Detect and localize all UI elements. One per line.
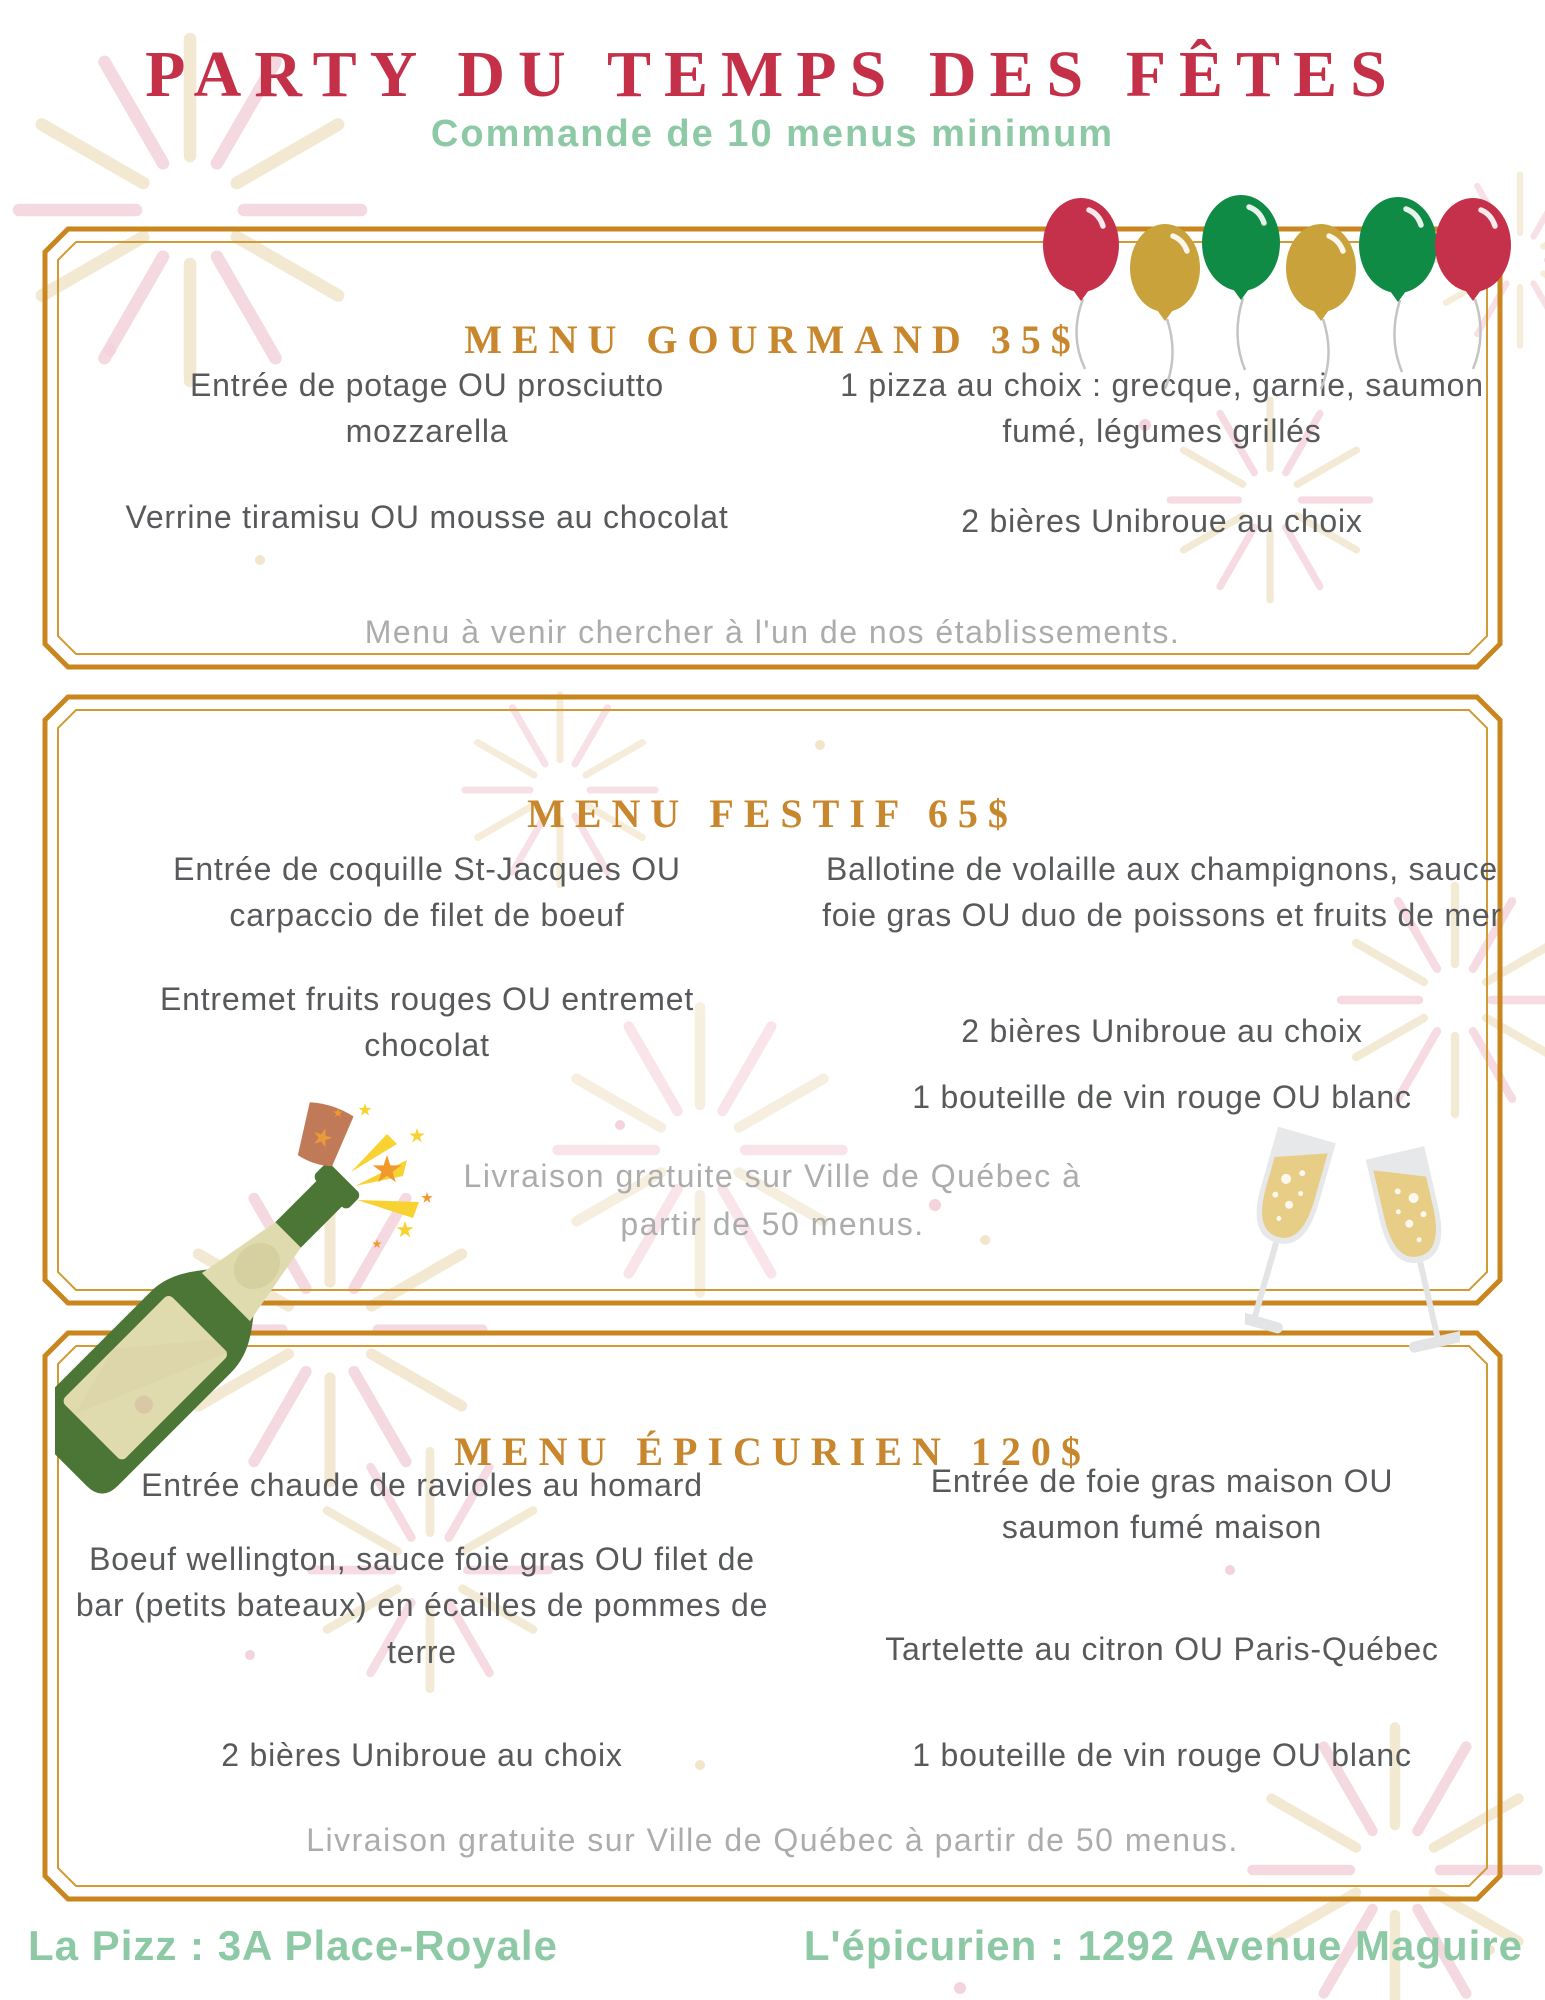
champagne-flute — [1245, 1127, 1336, 1335]
menu-item: Tartelette au citron OU Paris-Québec — [885, 1631, 1439, 1667]
menu-item: Entrée de foie gras maison OU saumon fumé maison — [930, 1463, 1394, 1546]
menu-item: Entrée chaude de ravioles au homard — [141, 1467, 703, 1503]
balloon-icon — [1202, 195, 1280, 370]
section-heading-epicurien: MENU ÉPICURIEN 120$ — [454, 1429, 1091, 1474]
menu-item: Verrine tiramisu OU mousse au chocolat — [125, 499, 729, 535]
balloon-icon — [1359, 197, 1437, 372]
section-heading-gourmand: MENU GOURMAND 35$ — [464, 317, 1081, 362]
champagne-bottle-icon — [55, 1078, 445, 1498]
champagne-flute — [1366, 1146, 1460, 1353]
balloon-icon — [1130, 224, 1200, 389]
champagne-glasses-icon — [1245, 1125, 1460, 1410]
menu-item: 1 bouteille de vin rouge OU blanc — [912, 1737, 1412, 1773]
balloon-icon — [1043, 198, 1119, 369]
menu-item: 2 bières Unibroue au choix — [961, 1013, 1363, 1049]
menu-item: 2 bières Unibroue au choix — [961, 503, 1363, 539]
menu-item: Ballotine de volaille aux champignons, sauce foie gras OU duo de poissons et fruits de mer — [822, 851, 1502, 934]
menu-item: Entrée de potage OU prosciutto mozzarella — [189, 367, 665, 450]
menu-item: Entrée de coquille St-Jacques OU carpaccio de filet de boeuf — [173, 851, 681, 934]
section-note: Livraison gratuite sur Ville de Québec à partir de 50 menus. — [463, 1158, 1082, 1242]
page-title: PARTY DU TEMPS DES FÊTES — [145, 38, 1400, 111]
bottle-body — [55, 1138, 385, 1498]
menu-item: 2 bières Unibroue au choix — [221, 1737, 623, 1773]
balloon-icon — [1435, 198, 1511, 369]
section-note: Livraison gratuite sur Ville de Québec à partir de 50 menus. — [306, 1822, 1239, 1858]
menu-item: 1 bouteille de vin rouge OU blanc — [912, 1079, 1412, 1115]
footer-address-epicurien: L'épicurien : 1292 Avenue Maguire — [803, 1922, 1523, 1969]
cork — [292, 1099, 354, 1170]
balloons-icon — [1018, 183, 1538, 398]
page-subtitle: Commande de 10 menus minimum — [430, 113, 1115, 155]
section-heading-festif: MENU FESTIF 65$ — [527, 791, 1018, 836]
footer-address-la-pizz: La Pizz : 3A Place-Royale — [28, 1922, 558, 1969]
balloon-icon — [1286, 224, 1356, 389]
menu-item: Entremet fruits rouges OU entremet chocolat — [159, 981, 695, 1064]
menu-item: 1 pizza au choix : grecque, garnie, saumon fumé, légumes grillés — [840, 367, 1484, 450]
section-note: Menu à venir chercher à l'un de nos établissements. — [364, 614, 1181, 650]
menu-item: Boeuf wellington, sauce foie gras OU filet de bar (petits bateaux) en écailles de pommes de terre — [75, 1541, 769, 1670]
